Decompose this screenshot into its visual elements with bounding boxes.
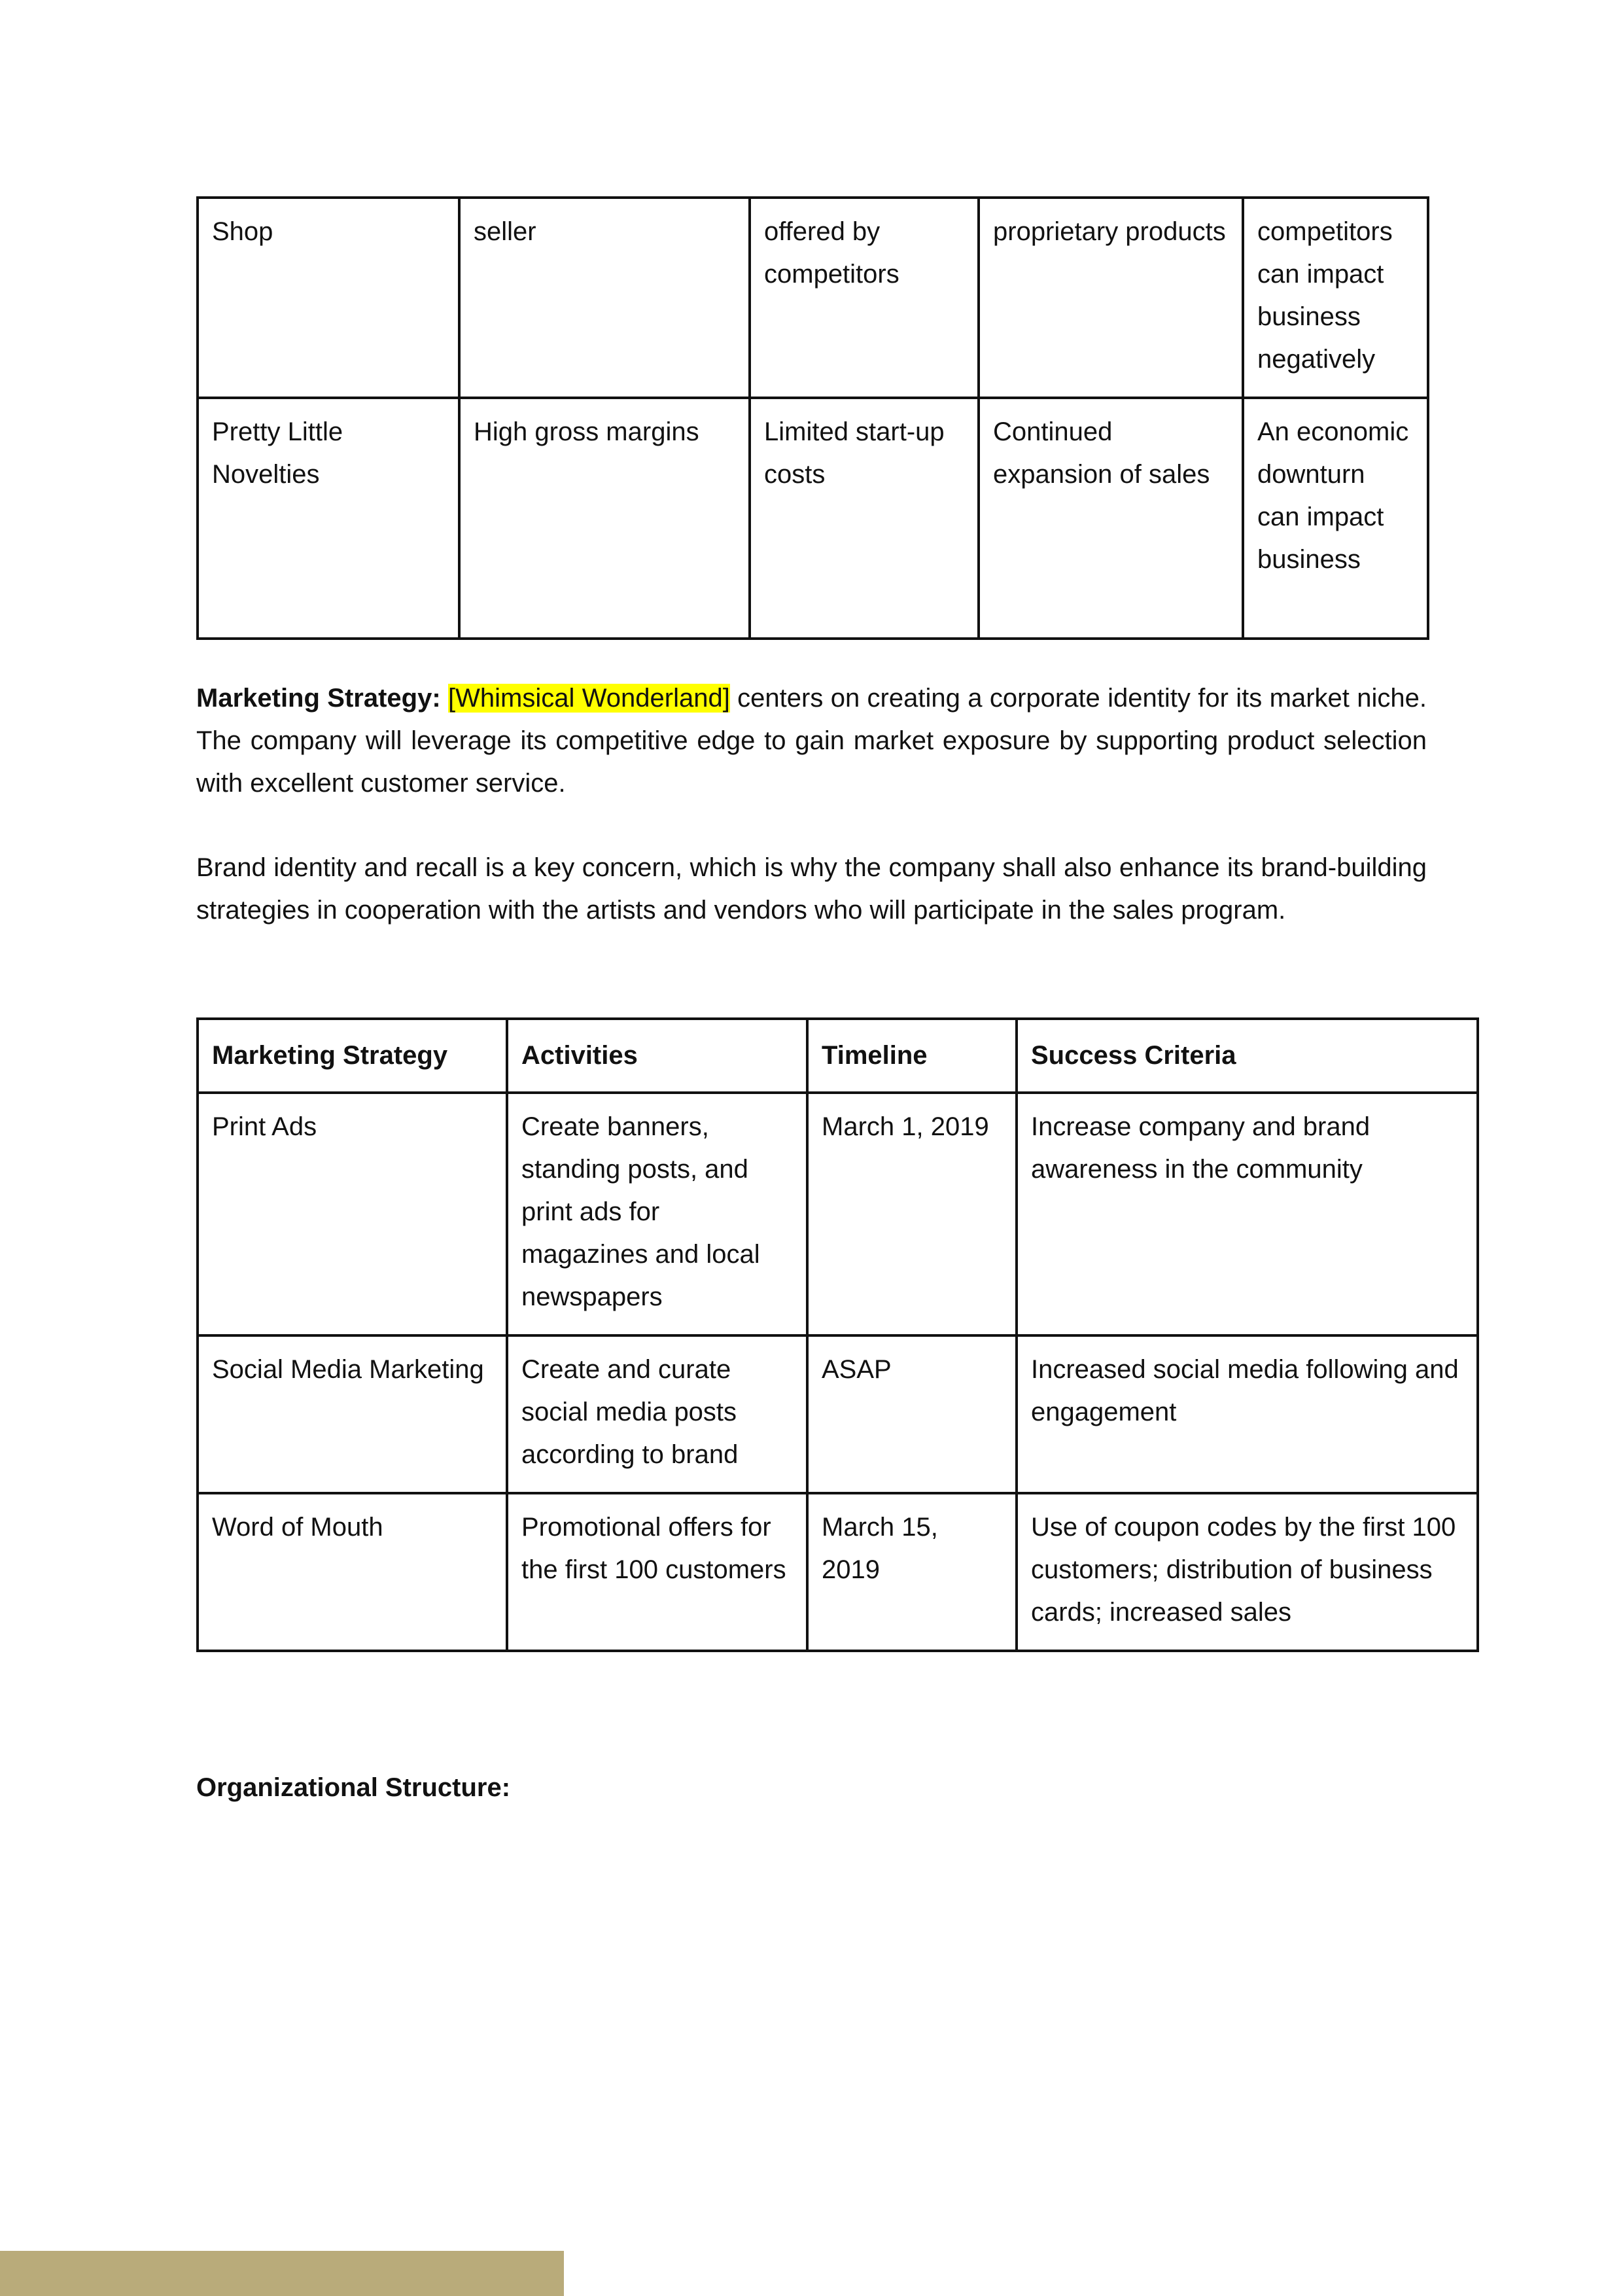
table-cell: Increased social media following and engagement [1017, 1335, 1478, 1493]
table-cell: March 1, 2019 [807, 1093, 1017, 1335]
table-cell: Create and curate social media posts according to brand [507, 1335, 807, 1493]
table-cell: offered by competitors [750, 198, 979, 398]
table-cell: seller [459, 198, 750, 398]
table-cell: March 15, 2019 [807, 1493, 1017, 1651]
table-row [198, 1493, 1478, 1651]
table-row [198, 398, 1428, 639]
marketing-strategy-table [196, 1017, 1479, 1652]
table-cell: Pretty Little Novelties [198, 398, 459, 639]
marketing-strategy-label: Marketing Strategy: [196, 684, 441, 713]
table-cell: Use of coupon codes by the first 100 customers; distribution of business cards; increased sales [1017, 1493, 1478, 1651]
column-header: Timeline [807, 1019, 1017, 1093]
table-cell: An economic downturn can impact business [1243, 398, 1428, 639]
table-cell: Promotional offers for the first 100 customers [507, 1493, 807, 1651]
company-name-highlight: [Whimsical Wonderland] [448, 684, 730, 713]
table-cell: High gross margins [459, 398, 750, 639]
table-cell: Limited start-up costs [750, 398, 979, 639]
table-cell: ASAP [807, 1335, 1017, 1493]
column-header: Marketing Strategy [198, 1019, 507, 1093]
marketing-strategy-text: centers on creating a corporate identity for its market niche. The company will leverage its competitive edge to gain market exposure by supporting product selection with excellent customer service. [196, 684, 1427, 798]
table-row [198, 198, 1428, 398]
table-row [198, 1335, 1478, 1493]
table-header-row [198, 1019, 1478, 1093]
table-cell: Social Media Marketing [198, 1335, 507, 1493]
table-cell: Shop [198, 198, 459, 398]
table-row [198, 1093, 1478, 1335]
brand-identity-paragraph: Brand identity and recall is a key concern, which is why the company shall also enhance its brand-building strategies in cooperation with the artists and vendors who will participate in the sales program. [196, 853, 1427, 925]
column-header: Success Criteria [1017, 1019, 1478, 1093]
marketing-strategy-paragraph [196, 677, 1427, 805]
table-cell: Word of Mouth [198, 1493, 507, 1651]
swot-table [196, 196, 1429, 640]
column-header: Activities [507, 1019, 807, 1093]
table-cell: competitors can impact business negatively [1243, 198, 1428, 398]
table-cell: Continued expansion of sales [979, 398, 1243, 639]
table-cell: proprietary products [979, 198, 1243, 398]
footer-bar [0, 2251, 564, 2296]
table-cell: Increase company and brand awareness in the community [1017, 1093, 1478, 1335]
table-cell: Create banners, standing posts, and print ads for magazines and local newspapers [507, 1093, 807, 1335]
organizational-structure-heading: Organizational Structure: [196, 1773, 511, 1802]
table-cell: Print Ads [198, 1093, 507, 1335]
